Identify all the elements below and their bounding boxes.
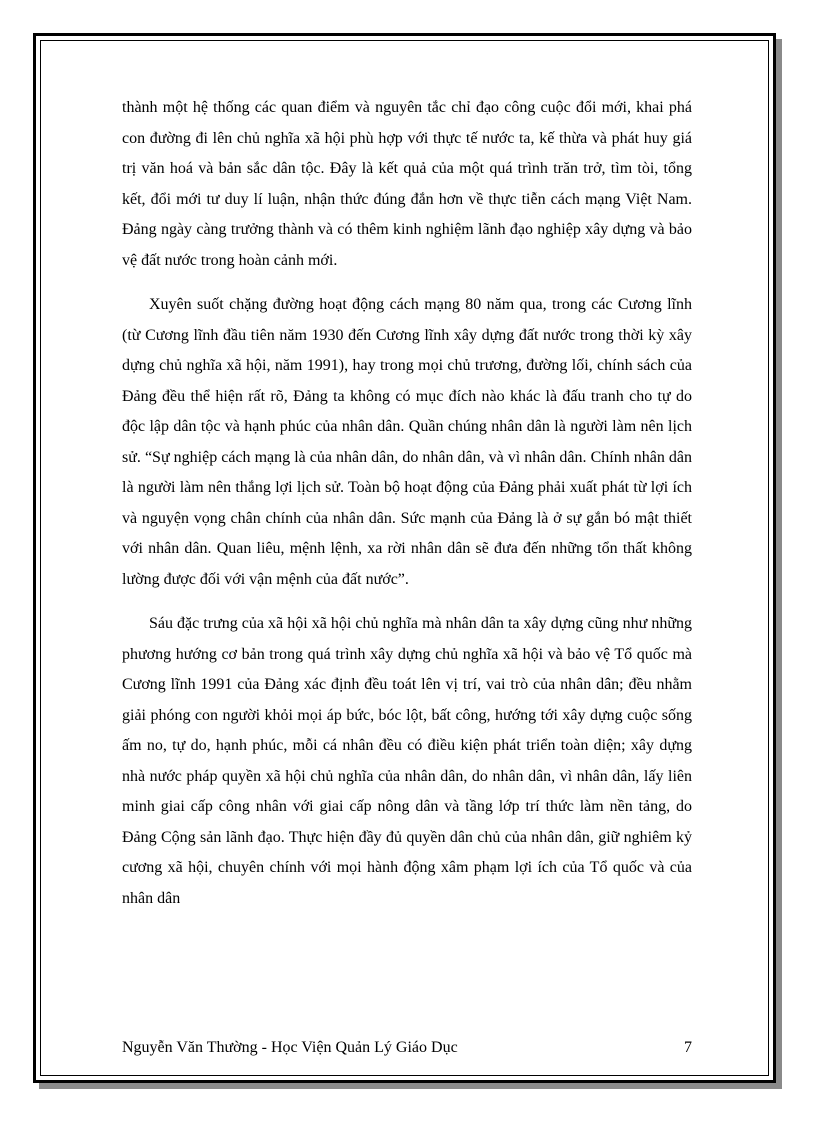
paragraph: Sáu đặc trưng của xã hội xã hội chủ nghĩa mà nhân dân ta xây dựng cũng như những phương hướng cơ bản trong quá trình xây dựng chủ nghĩa xã hội và bảo vệ Tổ quốc mà Cương lĩnh 1991 của Đảng xác định đều toát lên vị trí, vai trò của nhân dân; đều nhằm giải phóng con người khỏi mọi áp bức, bóc lột, bất công, hướng tới xây dựng cuộc sống ấm no, tự do, hạnh phúc, mỗi cá nhân đều có điều kiện phát triển toàn diện; xây dựng nhà nước pháp quyền xã hội chủ nghĩa của nhân dân, do nhân dân, vì nhân dân, lấy liên minh giai cấp công nhân với giai cấp nông dân và tầng lớp trí thức làm nền tảng, do Đảng Cộng sản lãnh đạo. Thực hiện đầy đủ quyền dân chủ của nhân dân, giữ nghiêm kỷ cương xã hội, chuyên chính với mọi hành động xâm phạm lợi ích của Tổ quốc và của nhân dân <box>122 615 692 907</box>
paragraph: thành một hệ thống các quan điểm và nguyên tắc chỉ đạo công cuộc đổi mới, khai phá con đường đi lên chủ nghĩa xã hội phù hợp với thực tế nước ta, kế thừa và phát huy giá trị văn hoá và bản sắc dân tộc. Đây là kết quả của một quá trình trăn trở, tìm tòi, tổng kết, đổi mới tư duy lí luận, nhận thức đúng đắn hơn về thực tiễn cách mạng Việt Nam. Đảng ngày càng trưởng thành và có thêm kinh nghiệm lãnh đạo nghiệp xây dựng và bảo vệ đất nước trong hoàn cảnh mới. <box>122 99 692 269</box>
footer-author: Nguyễn Văn Thường - Học Viện Quản Lý Giáo Dục <box>122 1039 458 1056</box>
page-number: 7 <box>684 1039 692 1056</box>
page-footer <box>122 1038 692 1058</box>
paragraph: Xuyên suốt chặng đường hoạt động cách mạng 80 năm qua, trong các Cương lĩnh (từ Cương lĩnh đầu tiên năm 1930 đến Cương lĩnh xây dựng đất nước trong thời kỳ xây dựng chủ nghĩa xã hội, năm 1991), hay trong mọi chủ trương, đường lối, chính sách của Đảng đều thể hiện rất rõ, Đảng ta không có mục đích nào khác là đấu tranh cho tự do độc lập dân tộc và hạnh phúc của nhân dân. Quần chúng nhân dân là người làm nên lịch sử. “Sự nghiệp cách mạng là của nhân dân, do nhân dân, và vì nhân dân. Chính nhân dân là người làm nên thắng lợi lịch sử. Toàn bộ hoạt động của Đảng phải xuất phát từ lợi ích và nguyện vọng chân chính của nhân dân. Sức mạnh của Đảng là ở sự gắn bó mật thiết với nhân dân. Quan liêu, mệnh lệnh, xa rời nhân dân sẽ đưa đến những tổn thất không lường được đối với vận mệnh của đất nước”. <box>122 296 692 588</box>
document-body <box>122 93 692 928</box>
